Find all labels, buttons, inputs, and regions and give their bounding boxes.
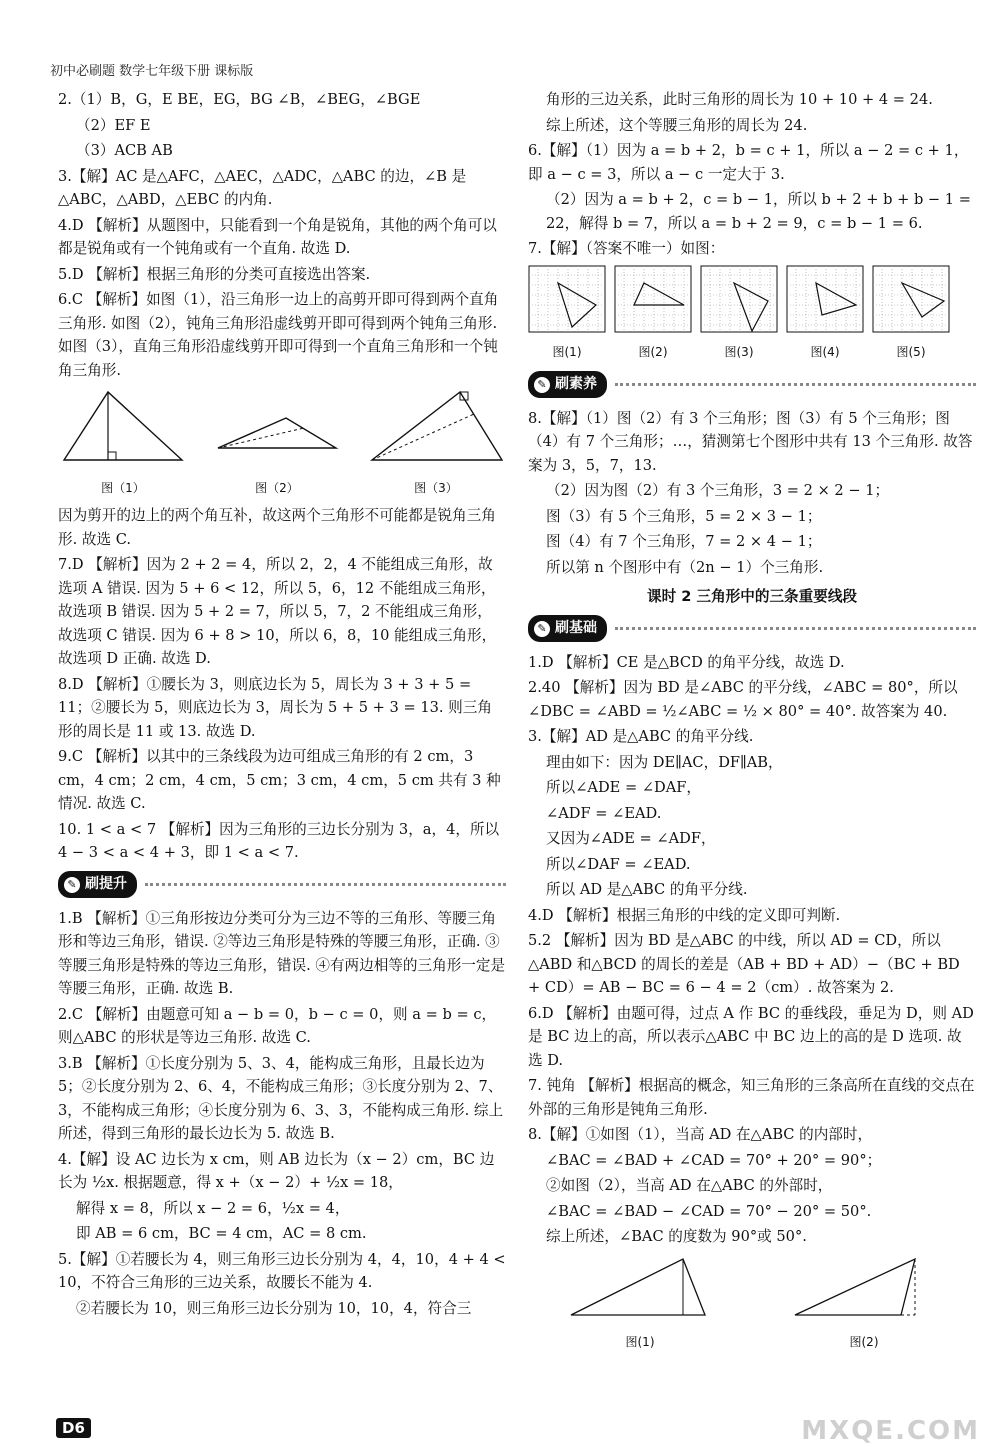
basic-answer-4: 4.D 【解析】根据三角形的中线的定义即可判断. — [528, 906, 841, 924]
grid-figures — [528, 265, 976, 365]
literacy-answer-8-2a: （2）因为图（2）有 3 个三角形，3 = 2 × 2 − 1； — [546, 482, 890, 499]
dotted-divider — [145, 883, 506, 886]
page-number: D6 — [56, 1418, 91, 1438]
improve-answer-4: 4.【解】设 AC 边长为 x cm，则 AB 边长为（x − 2）cm，BC 边长为 ½x. 根据题意，得 x +（x − 2）+ ½x = 18， — [58, 1150, 495, 1191]
literacy-answer-8: 8.【解】（1）图（2）有 3 个三角形；图（3）有 5 个三角形；图（4）有 7 个三角形；…，猜测第七个图形中共有 13 个三角形. 故答案为 3，5，7，13. — [528, 409, 973, 474]
altitude-figure-2-label: 图(2) — [849, 1335, 879, 1349]
grid-triangle-diagram — [614, 265, 692, 333]
brush-icon: ✎ — [534, 377, 550, 393]
section-badge-label: 刷基础 — [555, 619, 597, 636]
grid-figure-5-label: 图(5) — [896, 345, 926, 359]
grid-figure-2-label: 图(2) — [638, 345, 668, 359]
basic-answer-8: 8.【解】①如图（1），当高 AD 在△ABC 的内部时， — [528, 1126, 873, 1143]
altitude-figure-1 — [565, 1253, 715, 1355]
figure-1 — [58, 386, 188, 500]
grid-figure-3-label: 图(3) — [724, 345, 754, 359]
triangle-figures — [58, 386, 506, 500]
figure-2-label: 图（2） — [255, 480, 299, 495]
grid-triangle-diagram — [872, 265, 950, 333]
altitude-figure-1-label: 图(1) — [625, 1335, 655, 1349]
basic-answer-3-b: 理由如下：因为 DE∥AC，DF∥AB， — [546, 753, 783, 771]
improve-answer-5-summary: 综上所述，这个等腰三角形的周长为 24. — [546, 116, 808, 134]
answer-9: 9.C 【解析】以其中的三条线段为边可组成三角形的有 2 cm，3 cm，4 cm；2 cm，4 cm，5 cm；3 cm，4 cm，5 cm 共有 3 种情况. 故选 C. — [58, 748, 501, 812]
basic-answer-3: 3.【解】AD 是△ABC 的角平分线. — [528, 728, 754, 745]
grid-figure-5 — [872, 265, 950, 365]
section-badge — [58, 871, 137, 899]
grid-figure-4 — [786, 265, 864, 365]
dotted-divider — [615, 627, 976, 630]
section-badge-label: 刷提升 — [85, 875, 127, 892]
section-band-literacy — [528, 371, 976, 399]
basic-answer-2: 2.40 【解析】因为 BD 是∠ABC 的平分线，∠ABC = 80°，所以∠DBC = ∠ABD = ½∠ABC = ½ × 80° = 40°. 故答案为 40. — [528, 679, 958, 720]
basic-answer-3-e: 又因为∠ADE = ∠ADF， — [546, 830, 716, 847]
improve-answer-5-cont: 角形的三边关系，此时三角形的周长为 10 + 10 + 4 = 24. — [546, 91, 933, 108]
answer-8: 8.D 【解析】①腰长为 3，则底边长为 5，周长为 3 + 3 + 5 = 11；②腰长为 5，则底边长为 3，周长为 5 + 5 + 3 = 13. 则三角形的周长是 11 或 13. 故选 D. — [58, 675, 492, 740]
basic-answer-8-c: ②如图（2），当高 AD 在△ABC 的外部时， — [546, 1177, 833, 1194]
answer-10: 10. 1 < a < 7 【解析】因为三角形的三边长分别为 3，a，4，所以 4 − 3 < a < 4 + 3，即 1 < a < 7. — [58, 820, 500, 861]
answer-5: 5.D 【解析】根据三角形的分类可直接选出答案. — [58, 265, 371, 283]
section-badge-label: 刷素养 — [555, 375, 597, 392]
figure-3-label: 图（3） — [414, 480, 458, 495]
altitude-figure-2 — [789, 1253, 939, 1355]
page-header: 初中必刷题 数学七年级下册 课标版 — [50, 64, 254, 79]
improve-answer-6-2: （2）因为 a = b + 2，c = b − 1，所以 b + 2 + b + b − 1 = 22，解得 b = 7，所以 a = b + 2 = 9，c = b − 1 = 6. — [546, 191, 971, 232]
answer-6-cont: 因为剪开的边上的两个角互补，故这两个三角形不可能都是锐角三角形. 故选 C. — [58, 507, 496, 548]
improve-answer-6-1: 6.【解】（1）因为 a = b + 2，b = c + 1，所以 a − 2 = c + 1，即 a − c = 3，所以 a − c 一定大于 3. — [528, 142, 969, 183]
obtuse-triangle-diagram — [212, 386, 342, 468]
section-badge — [528, 615, 607, 643]
grid-figure-1 — [528, 265, 606, 365]
grid-figure-2 — [614, 265, 692, 365]
right-triangle-diagram — [366, 386, 506, 468]
answer-4: 4.D 【解析】从题图中，只能看到一个角是锐角，其他的两个角可以都是锐角或有一个钝角或有一个直角. 故选 D. — [58, 216, 497, 257]
improve-answer-7: 7.【解】（答案不唯一）如图： — [528, 240, 725, 257]
section-band-improve — [58, 871, 506, 899]
altitude-inside-triangle-diagram — [565, 1253, 715, 1323]
basic-answer-3-d: ∠ADF = ∠EAD. — [546, 804, 662, 822]
left-column — [58, 88, 506, 1322]
watermark: MXQE.COM — [801, 1416, 980, 1446]
lesson-title: 课时 2 三角形中的三条重要线段 — [646, 588, 858, 605]
improve-answer-2: 2.C 【解析】由题意可知 a − b = 0，b − c = 0，则 a = b = c，则△ABC 的形状是等边三角形. 故选 C. — [58, 1005, 497, 1046]
improve-answer-5: 5.【解】①若腰长为 4，则三角形三边长分别为 4，4，10，4 + 4 < 10，不符合三角形的三边关系，故腰长不能为 4. — [58, 1250, 506, 1291]
improve-answer-4-c: 即 AB = 6 cm，BC = 4 cm，AC = 8 cm. — [76, 1225, 367, 1242]
improve-answer-1: 1.B 【解析】①三角形按边分类可分为三边不等的三角形、等腰三角形和等边三角形，错误. ②等边三角形是特殊的等腰三角形，正确. ③等腰三角形是特殊的等边三角形，错误. ④有两边相等的三角形一定是等腰三角形，正确. 故选 B. — [58, 909, 506, 997]
figure-2 — [212, 386, 342, 500]
grid-figure-3 — [700, 265, 778, 365]
basic-answer-3-g: 所以 AD 是△ABC 的角平分线. — [546, 881, 748, 898]
answer-7: 7.D 【解析】因为 2 + 2 = 4，所以 2，2，4 不能组成三角形，故选项 A 错误. 因为 5 + 6 < 12，所以 5，6，12 不能组成三角形，故选项 B 错误. 因为 5 + 2 = 7，所以 5，7，2 不能组成三角形，故选项 C 错误. 因为 6 + 8 > 10，所以 6，8，10 能组成三角形，故选项 D 正确. 故选 D. — [58, 556, 497, 667]
literacy-answer-8-2c: 图（4）有 7 个三角形，7 = 2 × 4 − 1； — [546, 533, 822, 550]
basic-answer-8-b: ∠BAC = ∠BAD + ∠CAD = 70° + 20° = 90°； — [546, 1151, 882, 1169]
answer-3: 3.【解】AC 是△AFC，△AEC，△ADC，△ABC 的边，∠B 是△ABC，△ABD，△EBC 的内角. — [58, 167, 467, 208]
basic-answer-3-c: 所以∠ADE = ∠DAF， — [546, 779, 702, 796]
grid-figure-1-label: 图(1) — [552, 345, 582, 359]
basic-answer-7: 7. 钝角 【解析】根据高的概念，知三角形的三条高所在直线的交点在外部的三角形是钝角三角形. — [528, 1077, 975, 1118]
section-band-basic — [528, 615, 976, 643]
grid-triangle-diagram — [700, 265, 778, 333]
altitude-figures — [528, 1253, 976, 1355]
literacy-answer-8-2d: 所以第 n 个图形中有（2n − 1）个三角形. — [546, 558, 824, 576]
improve-answer-4-b: 解得 x = 8，所以 x − 2 = 6，½x = 4， — [76, 1199, 350, 1217]
figure-3 — [366, 386, 506, 500]
basic-answer-8-e: 综上所述，∠BAC 的度数为 90°或 50°. — [546, 1228, 807, 1245]
basic-answer-1: 1.D 【解析】CE 是△BCD 的角平分线，故选 D. — [528, 653, 845, 671]
basic-answer-8-d: ∠BAC = ∠BAD − ∠CAD = 70° − 20° = 50°. — [546, 1202, 872, 1220]
literacy-answer-8-2b: 图（3）有 5 个三角形，5 = 2 × 3 − 1； — [546, 507, 822, 525]
right-column — [528, 88, 976, 1359]
improve-answer-3: 3.B 【解析】①长度分别为 5、3、4，能构成三角形，且最长边为 5；②长度分别为 2、6、4，不能构成三角形；③长度分别为 2、7、3，不能构成三角形；④长度分别为 6、3、3，不能构成三角形. 综上所述，得到三角形的最长边长为 5. 故选 B. — [58, 1054, 504, 1142]
figure-1-label: 图（1） — [101, 480, 145, 495]
answer-2-3: （3）ACB AB — [76, 142, 173, 159]
answer-6: 6.C 【解析】如图（1），沿三角形一边上的高剪开即可得到两个直角三角形. 如图（2），钝角三角形沿虚线剪开即可得到两个钝角三角形. 如图（3），直角三角形沿虚线剪开即可得到一个直角三角形和一个钝角三角形. — [58, 291, 499, 379]
grid-triangle-diagram — [786, 265, 864, 333]
brush-icon: ✎ — [64, 877, 80, 893]
basic-answer-6: 6.D 【解析】由题可得，过点 A 作 BC 的垂线段，垂足为 D，则 AD 是 BC 边上的高，所以表示△ABC 中 BC 边上的高的是 D 选项. 故选 D. — [528, 1004, 974, 1069]
basic-answer-5: 5.2 【解析】因为 BD 是△ABC 的中线，所以 AD = CD，所以△ABD 和△BCD 的周长的差是（AB + BD + AD）−（BC + BD + CD）= AB − BC = 6 − 4 = 2（cm）. 故答案为 2. — [528, 932, 960, 996]
dotted-divider — [615, 383, 976, 386]
basic-answer-3-f: 所以∠DAF = ∠EAD. — [546, 855, 691, 873]
grid-triangle-diagram — [528, 265, 606, 333]
altitude-outside-triangle-diagram — [789, 1253, 939, 1323]
brush-icon: ✎ — [534, 621, 550, 637]
improve-answer-5-b: ②若腰长为 10，则三角形三边长分别为 10，10，4，符合三 — [76, 1299, 472, 1317]
answer-2-2: （2）EF E — [76, 116, 151, 134]
answer-2-1: 2.（1）B，G，E BE，EG，BG ∠B，∠BEG，∠BGE — [58, 91, 421, 108]
right-split-triangle-diagram — [58, 386, 188, 468]
section-badge — [528, 371, 607, 399]
grid-figure-4-label: 图(4) — [810, 345, 840, 359]
